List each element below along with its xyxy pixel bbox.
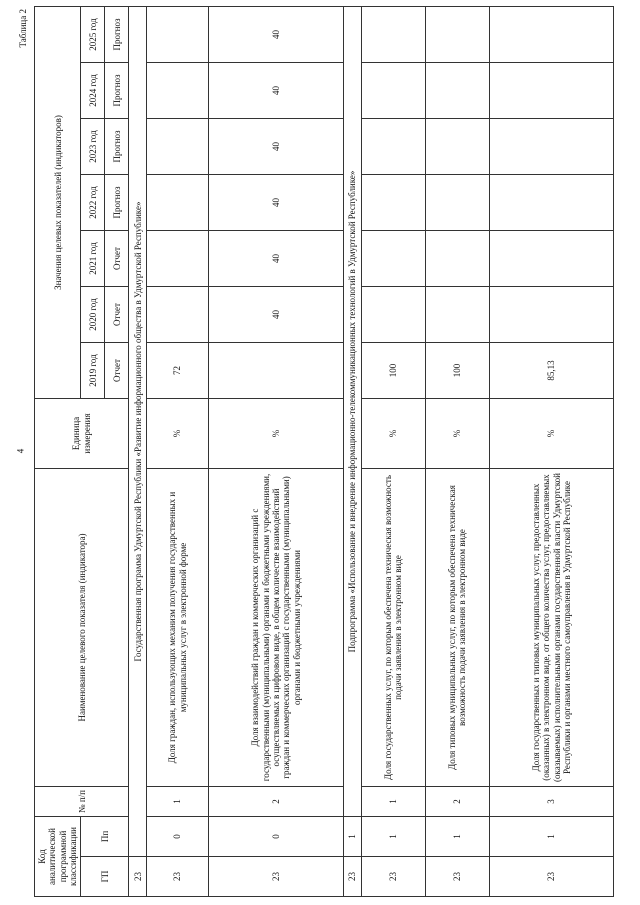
cell-unit: % (209, 399, 344, 469)
cell-value (361, 287, 425, 343)
header-code-group: Код аналитической программной классификации (35, 817, 81, 897)
cell-pp: 1 (344, 817, 362, 857)
cell-gp: 23 (147, 857, 209, 897)
header-kind: Прогноз (105, 175, 129, 231)
cell-value: 40 (209, 287, 344, 343)
cell-name: Доля типовых муниципальных услуг, по которым обеспечена техническая возможность подачи заявления в электронном виде (425, 469, 489, 787)
cell-value: 100 (425, 343, 489, 399)
cell-name: Доля граждан, использующих механизм получения государственных и муниципальных услуг в электронной форме (147, 469, 209, 787)
cell-num: 2 (425, 787, 489, 817)
cell-unit: % (361, 399, 425, 469)
cell-pp: 1 (361, 817, 425, 857)
cell-value (209, 343, 344, 399)
cell-num: 1 (147, 787, 209, 817)
program-title: Государственная программа Удмуртской Республики «Развитие информационного общества в Удмуртской Республике» (129, 7, 147, 857)
cell-pp: 0 (209, 817, 344, 857)
cell-value (147, 231, 209, 287)
cell-value (490, 287, 614, 343)
cell-value: 40 (209, 175, 344, 231)
header-unit: Единица измерения (35, 399, 129, 469)
cell-value (425, 119, 489, 175)
cell-unit: % (425, 399, 489, 469)
cell-value (490, 231, 614, 287)
cell-value: 85,13 (490, 343, 614, 399)
cell-pp: 1 (490, 817, 614, 857)
header-values-group: Значения целевых показателей (индикаторов) (35, 7, 81, 399)
cell-value: 40 (209, 7, 344, 63)
table-row (490, 7, 614, 897)
cell-value (147, 63, 209, 119)
cell-gp: 23 (209, 857, 344, 897)
cell-value: 100 (361, 343, 425, 399)
header-year: 2020 год (81, 287, 105, 343)
cell-gp: 23 (361, 857, 425, 897)
cell-value (361, 7, 425, 63)
page-number: 4 (15, 448, 26, 454)
header-year: 2019 год (81, 343, 105, 399)
header-kind: Отчет (105, 343, 129, 399)
cell-value (490, 175, 614, 231)
cell-value (147, 7, 209, 63)
cell-value (361, 231, 425, 287)
header-kind: Отчет (105, 287, 129, 343)
cell-value: 72 (147, 343, 209, 399)
cell-value (147, 175, 209, 231)
header-name: Наименование целевого показателя (индикатора) (35, 469, 129, 787)
header-year: 2022 год (81, 175, 105, 231)
table-row (209, 7, 344, 897)
header-kind: Отчет (105, 231, 129, 287)
cell-value (147, 287, 209, 343)
header-year: 2024 год (81, 63, 105, 119)
cell-unit: % (490, 399, 614, 469)
cell-num: 2 (209, 787, 344, 817)
table-row (147, 7, 209, 897)
cell-num: 3 (490, 787, 614, 817)
cell-unit: % (147, 399, 209, 469)
header-num: № п/п (35, 787, 129, 817)
cell-value (425, 287, 489, 343)
cell-name: Доля взаимодействий граждан и коммерческих организаций с государственными (муниципальными) органами и бюджетными учреждениями, осуществляемых в цифровом виде, в общем количестве взаимодействий граждан и коммерческих организаций с государственными (муниципальными) органами и бюджетными учреждениями (209, 469, 344, 787)
cell-pp: 0 (147, 817, 209, 857)
header-pp: Пп (81, 817, 129, 857)
cell-value (425, 231, 489, 287)
table-row (361, 7, 425, 897)
cell-name: Доля государственных и типовых муниципальных услуг, предоставленных (оказанных) в электронном виде, от общего количества услуг, предоставляемых (оказываемых) исполнительными органами государственной власти Удмуртской Республики и органами местного самоуправления в Удмуртской Республике (490, 469, 614, 787)
subprogram-title: Подпрограмма «Использование и внедрение информационно-телекоммуникационных технологий в Удмуртской Республике» (344, 7, 362, 817)
header-year: 2021 год (81, 231, 105, 287)
indicators-table (34, 6, 614, 897)
cell-value (425, 175, 489, 231)
cell-gp: 23 (425, 857, 489, 897)
rotated-table-page (20, 7, 620, 897)
program-row (129, 7, 147, 897)
cell-value: 40 (209, 231, 344, 287)
cell-pp: 1 (425, 817, 489, 857)
header-year: 2023 год (81, 119, 105, 175)
cell-value (147, 119, 209, 175)
cell-value (361, 63, 425, 119)
cell-value (425, 63, 489, 119)
table-row (425, 7, 489, 897)
cell-gp: 23 (490, 857, 614, 897)
cell-name: Доля государственных услуг, по которым обеспечена техническая возможность подачи заявления в электронном виде (361, 469, 425, 787)
header-kind: Прогноз (105, 63, 129, 119)
cell-value (425, 7, 489, 63)
header-gp: ГП (81, 857, 129, 897)
cell-value (361, 175, 425, 231)
subprogram-row (344, 7, 362, 897)
cell-value: 40 (209, 119, 344, 175)
header-year: 2025 год (81, 7, 105, 63)
cell-value (490, 119, 614, 175)
cell-value (490, 7, 614, 63)
cell-value (361, 119, 425, 175)
cell-value: 40 (209, 63, 344, 119)
cell-gp: 23 (129, 857, 147, 897)
cell-num: 1 (361, 787, 425, 817)
header-kind: Прогноз (105, 7, 129, 63)
header-kind: Прогноз (105, 119, 129, 175)
table-caption: Таблица 2 (18, 9, 28, 48)
cell-value (490, 63, 614, 119)
cell-gp: 23 (344, 857, 362, 897)
